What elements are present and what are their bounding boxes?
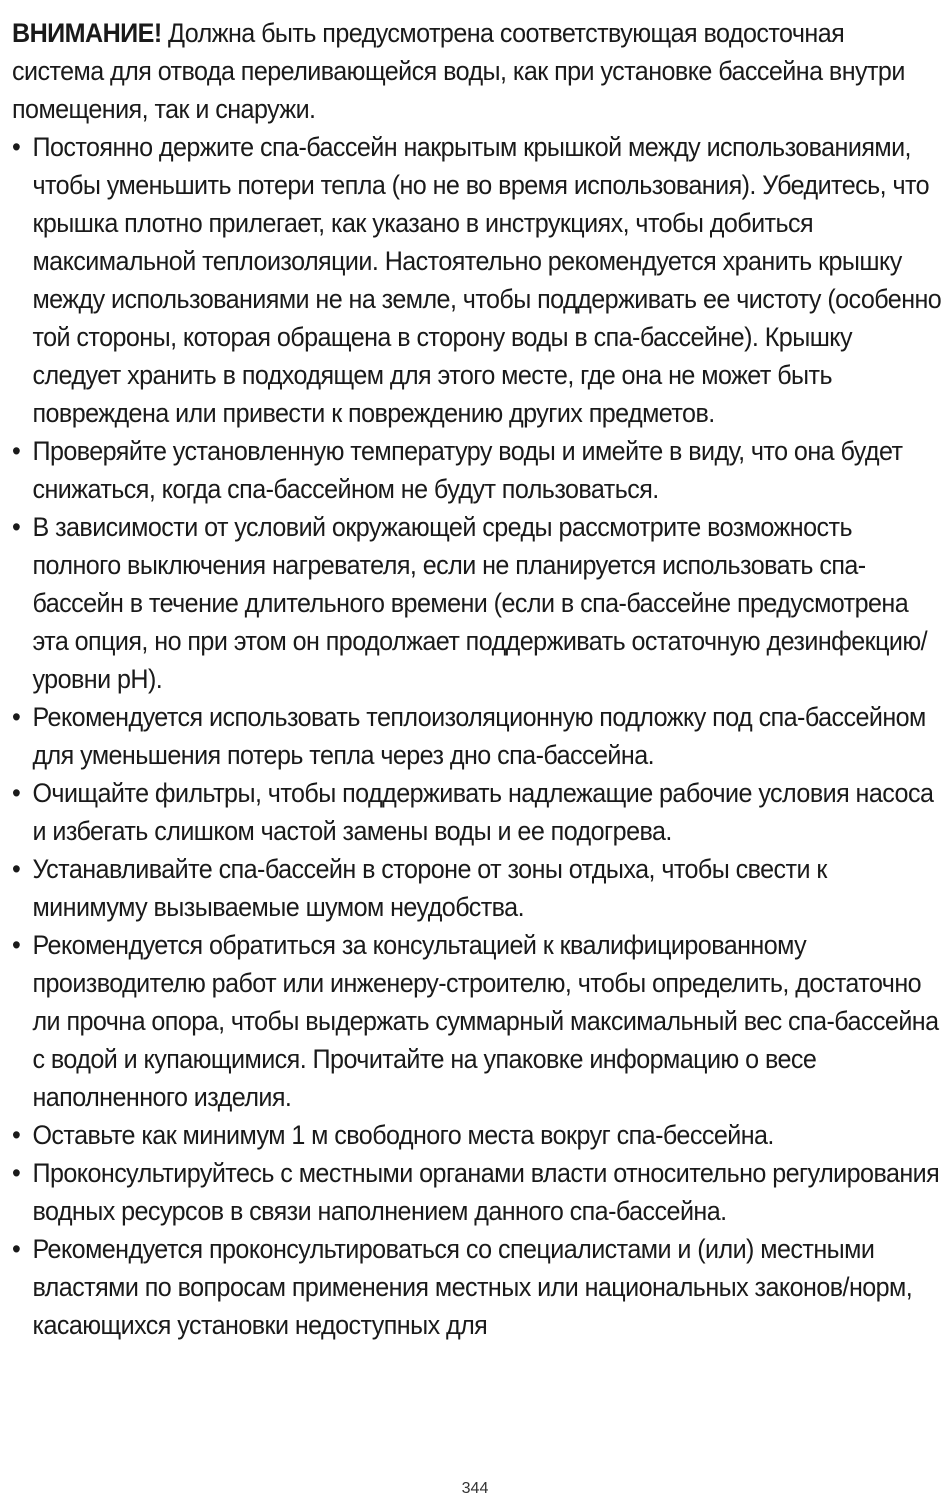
bullet-icon: •: [12, 436, 21, 466]
page-number: 344: [461, 1480, 489, 1497]
list-item-text: Рекомендуется обратиться за консультацией к квалифицированному производителю работ или инженеру-строителю, чтобы определить, достаточно ли прочна опора, чтобы выдержать суммарный максимальный вес спа-бассейна с водой и купающимися. Прочитайте на упаковке информацию о весе наполненного изделия.: [32, 930, 939, 1112]
list-item-text: Очищайте фильтры, чтобы поддерживать надлежащие рабочие условия насоса и избегать слишком частой замены воды и ее подогрева.: [32, 778, 934, 846]
bullet-icon: •: [12, 930, 21, 960]
list-item-text: Проверяйте установленную температуру воды и имейте в виду, что она будет снижаться, когда спа-бассейном не будут пользоваться.: [32, 436, 903, 504]
warning-paragraph: [12, 14, 942, 128]
bullet-icon: •: [12, 854, 21, 884]
bullet-icon: •: [12, 132, 21, 162]
recommendations-list: [12, 128, 942, 1344]
bullet-icon: •: [12, 1158, 21, 1188]
list-item-text: Рекомендуется использовать теплоизоляционную подложку под спа-бассейном для уменьшения потерь тепла через дно спа-бассейна.: [32, 702, 926, 770]
list-item-text: Рекомендуется проконсультироваться со специалистами и (или) местными властями по вопросам применения местных или национальных законов/норм, касающихся установки недоступных для: [32, 1234, 913, 1340]
list-item: [12, 698, 942, 774]
bullet-icon: •: [12, 1234, 21, 1264]
list-item: [12, 128, 942, 432]
list-item: [12, 1116, 942, 1154]
list-item-text: Постоянно держите спа-бассейн накрытым крышкой между использованиями, чтобы уменьшить потери тепла (но не во время использования). Убедитесь, что крышка плотно прилегает, как указано в инструкциях, чтобы добиться максимальной теплоизоляции. Настоятельно рекомендуется хранить крышку между использованиями не на земле, чтобы поддерживать ее чистоту (особенно той стороны, которая обращена в сторону воды в спа-бассейне). Крышку следует хранить в подходящем для этого месте, где она не может быть повреждена или привести к повреждению других предметов.: [32, 132, 942, 428]
bullet-icon: •: [12, 512, 21, 542]
list-item: [12, 1154, 942, 1230]
list-item: [12, 1230, 942, 1344]
list-item: [12, 432, 942, 508]
warning-text: Должна быть предусмотрена соответствующая водосточная система для отвода переливающейся воды, как при установке бассейна внутри помещения, так и снаружи.: [12, 18, 905, 124]
document-page: [12, 14, 942, 1344]
list-item: [12, 850, 942, 926]
warning-label: ВНИМАНИЕ!: [12, 18, 162, 48]
bullet-icon: •: [12, 778, 21, 808]
list-item: [12, 774, 942, 850]
list-item: [12, 508, 942, 698]
bullet-icon: •: [12, 1120, 21, 1150]
list-item-text: Проконсультируйтесь с местными органами власти относительно регулирования водных ресурсов в связи наполнением данного спа-бассейна.: [32, 1158, 940, 1226]
list-item-text: Оставьте как минимум 1 м свободного места вокруг спа-бессейна.: [32, 1120, 774, 1150]
list-item-text: Устанавливайте спа-бассейн в стороне от зоны отдыха, чтобы свести к минимуму вызываемые шумом неудобства.: [32, 854, 827, 922]
bullet-icon: •: [12, 702, 21, 732]
list-item-text: В зависимости от условий окружающей среды рассмотрите возможность полного выключения нагревателя, если не планируется использовать спа-бассейн в течение длительного времени (если в спа-бассейне предусмотрена эта опция, но при этом он продолжает поддерживать остаточную дезинфекцию/уровни pH).: [32, 512, 928, 694]
list-item: [12, 926, 942, 1116]
